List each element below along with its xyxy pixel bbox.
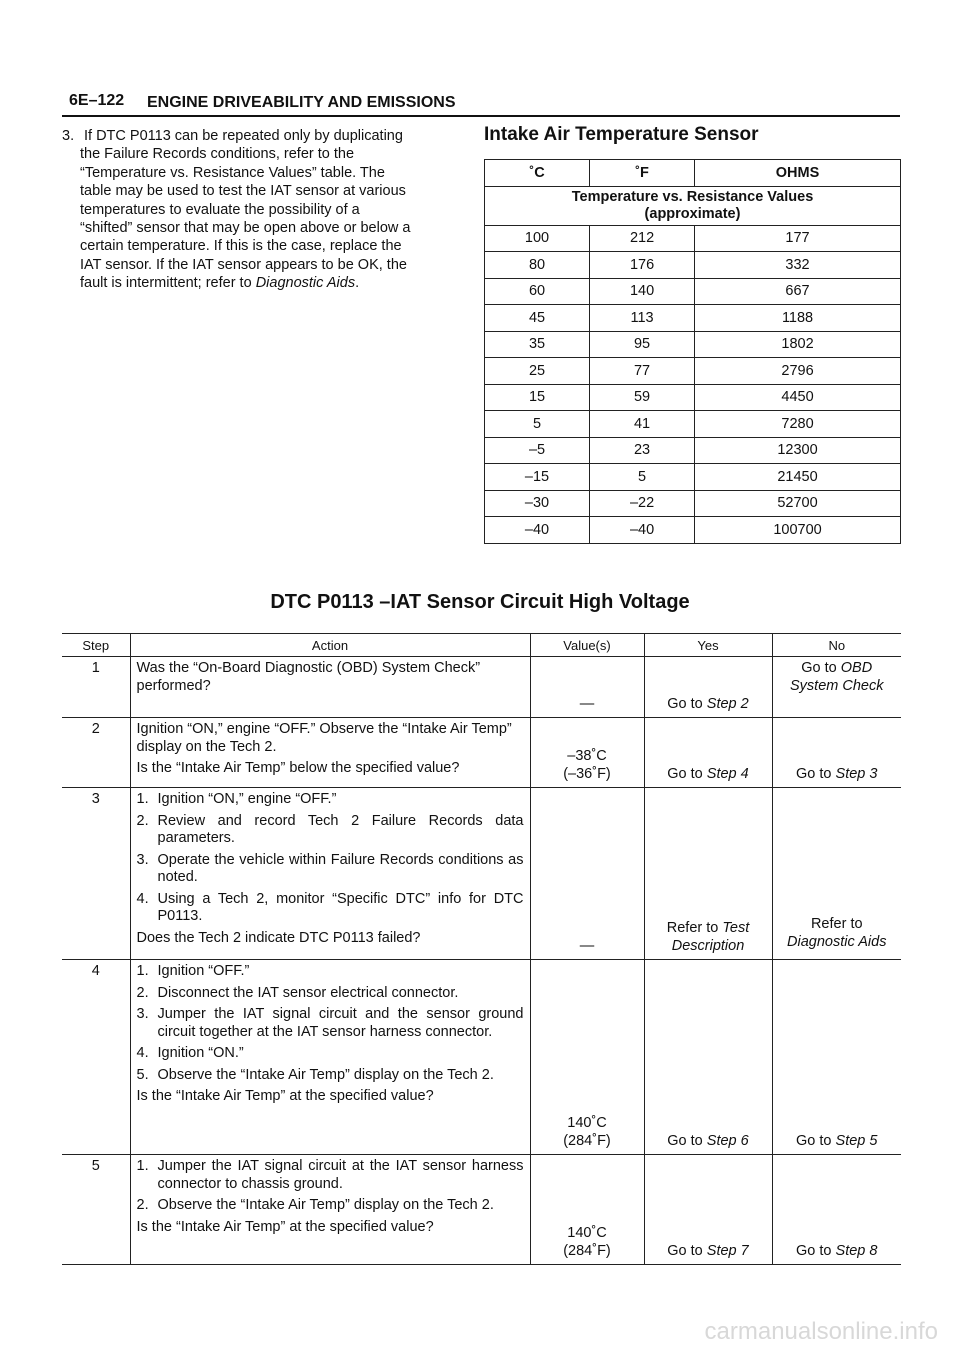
watermark: carmanualsonline.info: [704, 1318, 938, 1345]
table-row: [485, 411, 901, 438]
celsius-cell: 5: [485, 411, 590, 438]
ohms-cell: 12300: [695, 437, 901, 464]
celsius-cell: –40: [485, 517, 590, 544]
fahrenheit-cell: 95: [590, 331, 695, 358]
intro-line: IAT sensor. If the IAT sensor appears to be OK, the: [80, 256, 407, 273]
col-fahrenheit: ˚F: [590, 160, 695, 187]
table-row: [485, 331, 901, 358]
intro-paragraph: [62, 127, 464, 293]
celsius-cell: 25: [485, 358, 590, 385]
table-row: [485, 517, 901, 544]
col-no: No: [772, 634, 901, 657]
table-row: [485, 437, 901, 464]
ohms-cell: 7280: [695, 411, 901, 438]
dtc-title: DTC P0113 –IAT Sensor Circuit High Voltage: [270, 591, 690, 613]
ohms-cell: 100700: [695, 517, 901, 544]
celsius-cell: –30: [485, 490, 590, 517]
table-row: 4 1. Ignition “OFF.” 2. Disconnect the IAT sensor electrical connector. 3. Jumper the IAT signal circuit and the sensor ground circuit together at the IAT sensor harness connector. 4. Ignition “ON.” 5. Observe the “Intake Air Temp” display on the Tech 2. Is the “Intake Air Temp” at the specified value? 140˚C (284˚F) Go to Step 6 Go to Step 5: [62, 960, 901, 1155]
fahrenheit-cell: –22: [590, 490, 695, 517]
ohms-cell: 4450: [695, 384, 901, 411]
table-row: 2 Ignition “ON,” engine “OFF.” Observe the “Intake Air Temp” display on the Tech 2. Is the “Intake Air Temp” below the specified value? –38˚C (–36˚F) Go to Step 4 Go to Step 3: [62, 718, 901, 788]
section-title: ENGINE DRIVEABILITY AND EMISSIONS: [147, 94, 456, 111]
intro-line: temperatures to evaluate the possibility of a: [80, 201, 360, 218]
intro-line: “shifted” sensor that may be open above or below a: [80, 220, 411, 237]
table-row: [485, 464, 901, 491]
fahrenheit-cell: 77: [590, 358, 695, 385]
fahrenheit-cell: 23: [590, 437, 695, 464]
page-header: [62, 88, 900, 118]
ohms-cell: 1188: [695, 305, 901, 332]
fahrenheit-cell: 113: [590, 305, 695, 332]
col-celsius: ˚C: [485, 160, 590, 187]
table-row: 1 Was the “On-Board Diagnostic (OBD) System Check” performed? — Go to Step 2 Go to OBD System Check: [62, 657, 901, 718]
fahrenheit-cell: 59: [590, 384, 695, 411]
table-row: [485, 305, 901, 332]
table-row: [485, 490, 901, 517]
col-yes: Yes: [644, 634, 772, 657]
col-ohms: OHMS: [695, 160, 901, 187]
table-row: 5 1. Jumper the IAT signal circuit at the IAT sensor harness connector to chassis ground. 2. Observe the “Intake Air Temp” display on the Tech 2. Is the “Intake Air Temp” at the specified value? 140˚C (284˚F) Go to Step 7 Go to Step 8: [62, 1155, 901, 1265]
intro-line: “Temperature vs. Resistance Values” table. The: [80, 164, 385, 181]
table-row: [485, 225, 901, 252]
col-values: Value(s): [530, 634, 644, 657]
dtc-diagnostic-table: [62, 633, 901, 1265]
celsius-cell: 60: [485, 278, 590, 305]
intro-line: certain temperature. If this is the case, replace the: [80, 238, 402, 255]
ohms-cell: 177: [695, 225, 901, 252]
fahrenheit-cell: 41: [590, 411, 695, 438]
ohms-cell: 1802: [695, 331, 901, 358]
iat-table-title: Intake Air Temperature Sensor: [484, 124, 759, 145]
celsius-cell: 80: [485, 252, 590, 279]
intro-line-last: fault is intermittent; refer to Diagnostic Aids.: [80, 275, 360, 292]
header-rule: [62, 115, 900, 117]
iat-resistance-table: [484, 159, 901, 544]
table-row: [485, 384, 901, 411]
fahrenheit-cell: 212: [590, 225, 695, 252]
fahrenheit-cell: 176: [590, 252, 695, 279]
celsius-cell: 35: [485, 331, 590, 358]
col-action: Action: [130, 634, 530, 657]
fahrenheit-cell: 140: [590, 278, 695, 305]
intro-line: If DTC P0113 can be repeated only by duplicating: [84, 128, 403, 144]
table-row: [485, 252, 901, 279]
fahrenheit-cell: –40: [590, 517, 695, 544]
table-subtitle: Temperature vs. Resistance Values (approximate): [485, 186, 901, 225]
celsius-cell: 100: [485, 225, 590, 252]
table-row: 3 1. Ignition “ON,” engine “OFF.” 2. Review and record Tech 2 Failure Records data parameters. 3. Operate the vehicle within Failure Records conditions as noted. 4. Using a Tech 2, monitor “Specific DTC” info for DTC P0113. Does the Tech 2 indicate DTC P0113 failed? — Refer to Test Description Refer to Diagnostic Aids: [62, 788, 901, 960]
table-row: [485, 358, 901, 385]
ohms-cell: 667: [695, 278, 901, 305]
ohms-cell: 21450: [695, 464, 901, 491]
celsius-cell: 45: [485, 305, 590, 332]
ohms-cell: 2796: [695, 358, 901, 385]
celsius-cell: –5: [485, 437, 590, 464]
intro-line: the Failure Records conditions, refer to the: [80, 146, 355, 163]
page-number: 6E–122: [69, 92, 125, 109]
ohms-cell: 332: [695, 252, 901, 279]
col-step: Step: [62, 634, 130, 657]
ohms-cell: 52700: [695, 490, 901, 517]
intro-line: table may be used to test the IAT sensor at various: [80, 183, 406, 200]
diagnostic-aids-ref: Diagnostic Aids: [255, 275, 356, 292]
fahrenheit-cell: 5: [590, 464, 695, 491]
celsius-cell: 15: [485, 384, 590, 411]
celsius-cell: –15: [485, 464, 590, 491]
table-row: [485, 278, 901, 305]
intro-number: 3.: [62, 128, 75, 144]
